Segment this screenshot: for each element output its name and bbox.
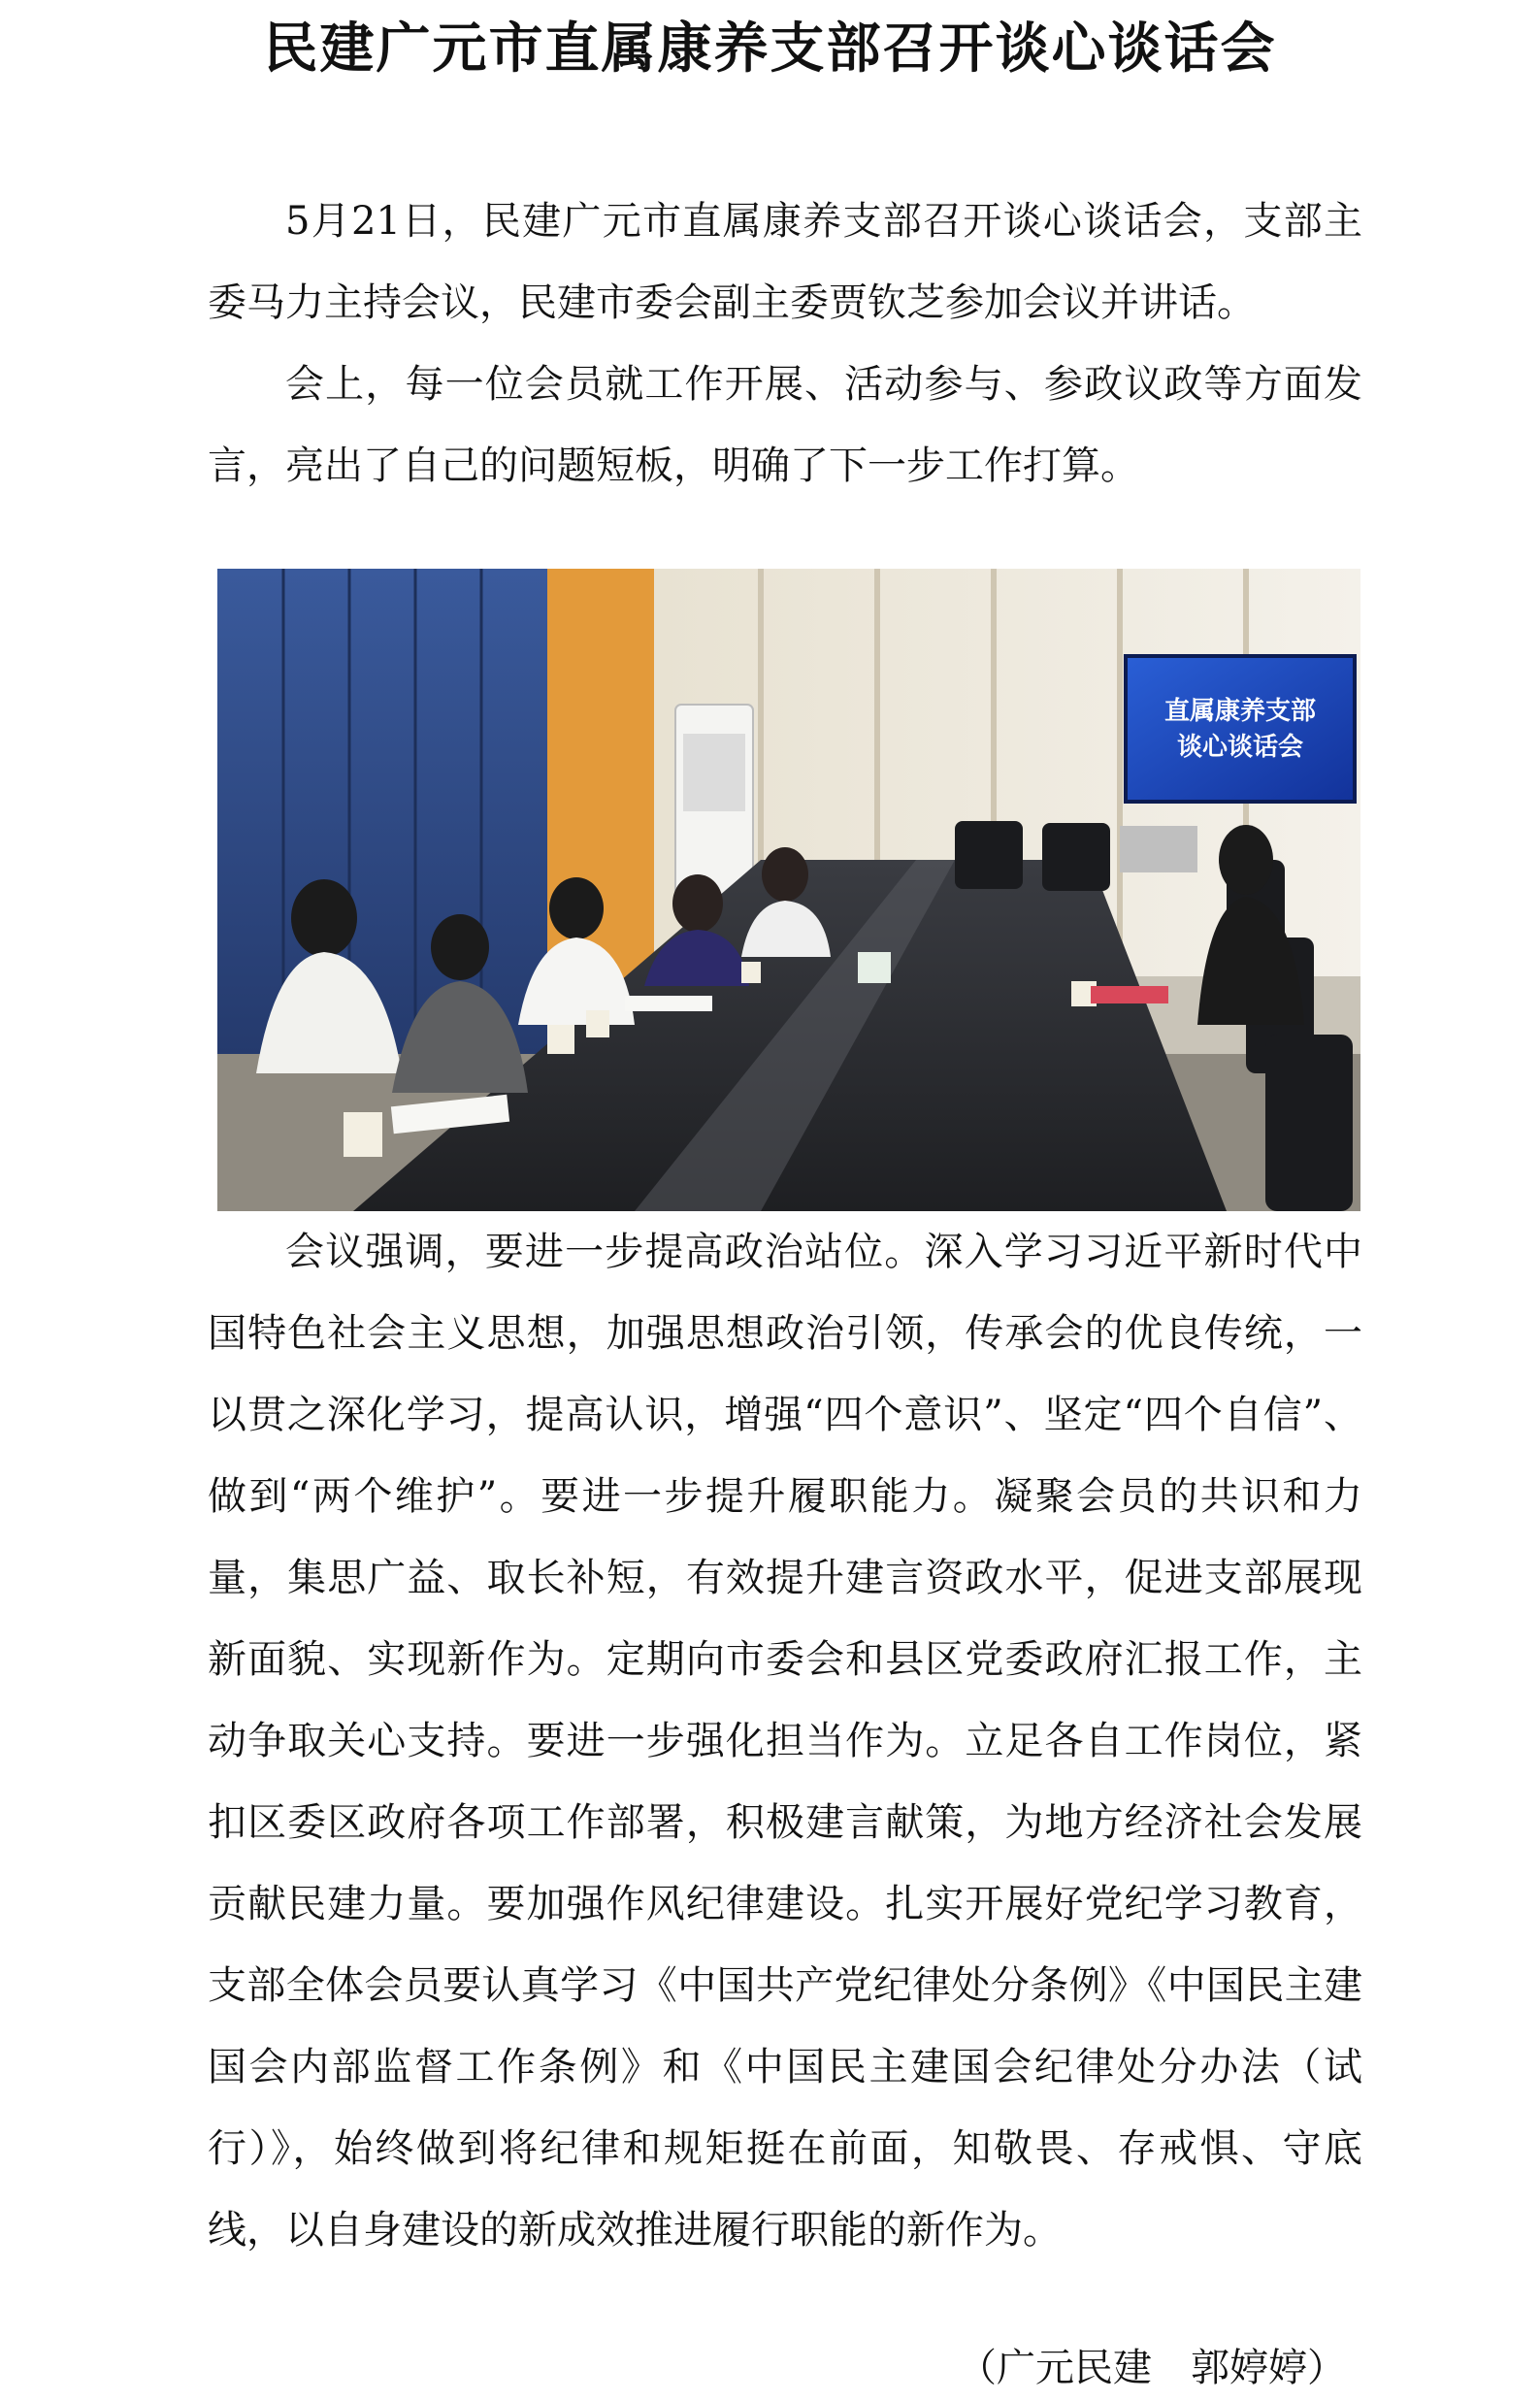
article-title: 民建广元市直属康养支部召开谈心谈话会	[263, 16, 1277, 81]
article-body-bottom	[208, 1211, 1362, 2271]
article-body-top	[208, 181, 1362, 507]
paragraph-2: 会上，每一位会员就工作开展、活动参与、参政议政等方面发言，亮出了自己的问题短板，明确了下一步工作打算。	[208, 362, 1362, 488]
paragraph-1: 5月21日，民建广元市直属康养支部召开谈心谈话会，支部主委马力主持会议，民建市委会副主委贾钦芝参加会议并讲话。	[208, 199, 1362, 325]
laptop	[1120, 826, 1197, 872]
display-screen	[1126, 656, 1355, 802]
paragraph-3: 会议强调，要进一步提高政治站位。深入学习习近平新时代中国特色社会主义思想，加强思想政治引领，传承会的优良传统，一以贯之深化学习，提高认识，增强“四个意识”、坚定“四个自信”、做到“两个维护”。要进一步提升履职能力。凝聚会员的共识和力量，集思广益、取长补短，有效提升建言资政水平，促进支部展现新面貌、实现新作为。定期向市委会和县区党委政府汇报工作，主动争取关心支持。要进一步强化担当作为。立足各自工作岗位，紧扣区委区政府各项工作部署，积极建言献策，为地方经济社会发展贡献民建力量。要加强作风纪律建设。扎实开展好党纪学习教育，支部全体会员要认真学习《中国共产党纪律处分条例》《中国民主建国会内部监督工作条例》和《中国民主建国会纪律处分办法（试行）》，始终做到将纪律和规矩挺在前面，知敬畏、存戒惧、守底线，以自身建设的新成效推进履行职能的新作为。	[208, 1230, 1362, 2253]
blue-wall	[217, 569, 547, 1073]
screen-text-line1: 直属康养支部	[1163, 697, 1317, 726]
author-signature: （广元民建 郭婷婷）	[958, 2346, 1346, 2390]
screen-text-line2: 谈心谈话会	[1176, 733, 1304, 762]
meeting-photo	[217, 569, 1360, 1211]
